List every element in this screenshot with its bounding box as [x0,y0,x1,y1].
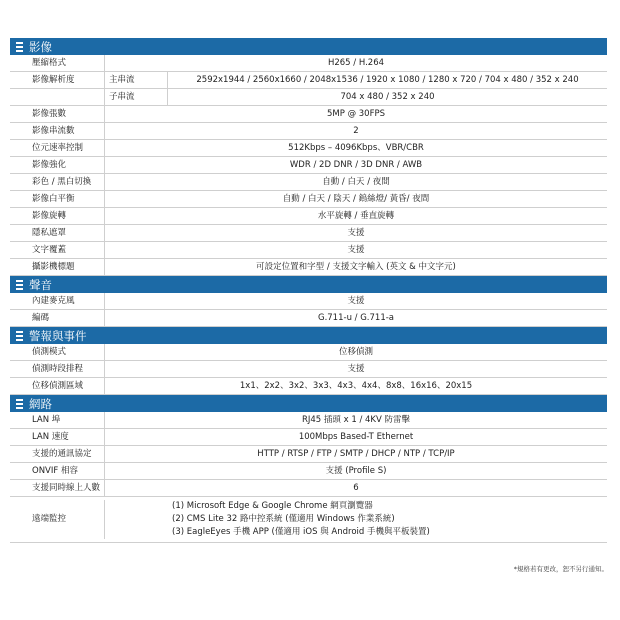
spec-label: 影像串流數 [10,123,105,139]
spec-value: 100Mbps Based-T Ethernet [298,432,414,442]
spec-label: ONVIF 相容 [10,463,105,479]
spec-label: 支援同時線上人數 [10,480,105,496]
list-icon [16,280,23,290]
spec-value: 位移偵測 [338,347,373,357]
spec-row [10,463,607,480]
spec-label: 位移偵測區域 [10,378,105,394]
spec-label: 支援的通訊協定 [10,446,105,462]
spec-row [10,361,607,378]
spec-value-line: (2) CMS Lite 32 路中控系統 (僅適用 Windows 作業系統) [172,514,395,524]
list-icon [16,399,23,409]
spec-row [10,191,607,208]
spec-value: 6 [353,483,359,493]
spec-label: 彩色 / 黑白切換 [10,174,105,190]
spec-value: WDR / 2D DNR / 3D DNR / AWB [289,160,423,170]
spec-sublabel: 子串流 [105,89,168,105]
section-header [10,38,607,55]
spec-sublabel: 主串流 [105,72,168,88]
spec-value: 自動 / 白天 / 夜間 [322,177,390,187]
section-header [10,395,607,412]
spec-label: 文字覆蓋 [10,242,105,258]
spec-row [10,123,607,140]
spec-row [10,72,607,89]
spec-row [10,106,607,123]
spec-label: 遠端監控 [10,500,105,539]
spec-row [10,310,607,327]
spec-value: 水平旋轉 / 垂直旋轉 [317,211,395,221]
spec-value: 支援 [347,296,365,306]
spec-row [10,55,607,72]
spec-value: 支援 [347,228,365,238]
spec-row [10,242,607,259]
section-title: 影像 [29,39,52,54]
spec-row [10,446,607,463]
spec-value-line: (1) Microsoft Edge & Google Chrome 網頁瀏覽器 [172,501,373,511]
spec-label: 影像張數 [10,106,105,122]
spec-value: 可設定位置和字型 / 支援文字輸入 (英文 & 中文字元) [256,262,456,272]
spec-value: G.711-u / G.711-a [317,313,395,323]
spec-value: 5MP @ 30FPS [327,109,385,119]
footnote: *規格若有更改，恕不另行通知。 [513,565,608,573]
spec-table [10,38,607,543]
spec-row [10,174,607,191]
spec-label: LAN 埠 [10,412,105,428]
spec-value: 支援 [347,245,365,255]
spec-label: 編碼 [10,310,105,326]
spec-label: 位元速率控制 [10,140,105,156]
spec-value: 512Kbps – 4096Kbps、VBR/CBR [288,143,424,153]
spec-value: 704 x 480 / 352 x 240 [340,92,435,102]
spec-row [10,293,607,310]
section-title: 警報與事件 [29,328,87,343]
list-icon [16,331,23,341]
section-header [10,327,607,344]
spec-row [10,208,607,225]
list-icon [16,42,23,52]
spec-label: 內建麥克風 [10,293,105,309]
spec-value: 支援 [347,364,365,374]
spec-value: RJ45 插頭 x 1 / 4KV 防雷擊 [301,415,411,425]
spec-label: 攝影機標題 [10,259,105,275]
spec-value: 2592x1944 / 2560x1660 / 2048x1536 / 1920 x 1080 / 1280 x 720 / 704 x 480 / 352 x 240 [196,75,579,85]
spec-label: 影像白平衡 [10,191,105,207]
spec-row [10,497,607,543]
spec-label: 影像旋轉 [10,208,105,224]
spec-value: H265 / H.264 [327,58,385,68]
section-header [10,276,607,293]
spec-value: 自動 / 白天 / 陰天 / 鎢絲燈/ 黃昏/ 夜間 [282,194,430,204]
spec-row [10,140,607,157]
spec-value: 1x1、2x2、3x2、3x3、4x3、4x4、8x8、16x16、20x15 [239,381,473,391]
spec-label: 偵測時段排程 [10,361,105,377]
spec-row [10,259,607,276]
spec-label: 隱私遮罩 [10,225,105,241]
spec-value: HTTP / RTSP / FTP / SMTP / DHCP / NTP / TCP/IP [257,449,455,459]
spec-value: 支援 (Profile S) [325,466,387,476]
spec-row [10,344,607,361]
section-title: 網路 [29,396,52,411]
spec-label: 影像強化 [10,157,105,173]
spec-label: LAN 速度 [10,429,105,445]
spec-row [10,378,607,395]
spec-value-line: (3) EagleEyes 手機 APP (僅適用 iOS 與 Android 手機與平板裝置) [172,527,430,537]
spec-label: 壓縮格式 [10,55,105,71]
spec-row [10,412,607,429]
spec-row [10,429,607,446]
spec-value [105,500,607,539]
spec-value: 2 [353,126,359,136]
spec-row [10,480,607,497]
spec-row [10,157,607,174]
section-title: 聲音 [29,277,52,292]
spec-label: 偵測模式 [10,344,105,360]
spec-label: 影像解析度 [10,72,105,88]
spec-row [10,89,607,106]
spec-label [10,89,105,105]
spec-row [10,225,607,242]
